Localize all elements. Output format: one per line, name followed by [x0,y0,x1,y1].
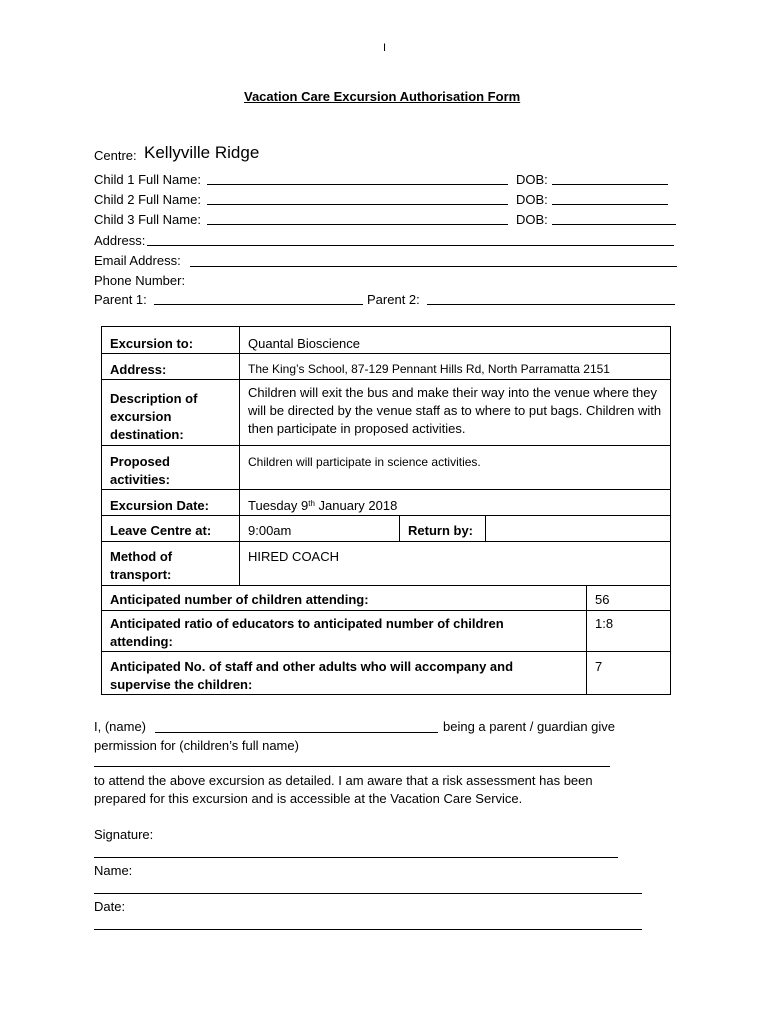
child1-dob-label: DOB: [516,172,548,187]
signature-field[interactable] [94,857,618,858]
phone-label: Phone Number: [94,273,186,288]
excursion-to-label: Excursion to: [102,327,240,354]
statement-line-2: prepared for this excursion and is accessible at the Vacation Care Service. [94,791,523,806]
children-count-value: 56 [587,586,671,611]
address-field[interactable] [147,245,674,246]
date-suffix: th [308,499,315,508]
centre-value: Kellyville Ridge [144,143,260,162]
child3-dob-field[interactable] [552,224,676,225]
return-by-label: Return by: [400,516,486,542]
date-field[interactable] [94,929,642,930]
child1-label: Child 1 Full Name: [94,172,201,187]
ratio-value: 1:8 [587,611,671,652]
activities-label: Proposed activities: [102,446,240,490]
email-label: Email Address: [94,253,181,268]
description-value: Children will exit the bus and make their way into the venue where they will be directed by the venue staff as to where to put bags. Children with then participate in proposed activities. [240,380,671,446]
date-text-rest: January 2018 [314,498,398,513]
excursion-date-label: Excursion Date: [102,490,240,516]
excursion-date-value [240,490,671,516]
table-row [102,446,671,490]
children-count-label: Anticipated number of children attending: [102,586,587,611]
leave-centre-label: Leave Centre at: [102,516,240,542]
leave-centre-value: 9:00am [240,516,400,542]
signature-label: Signature: [94,827,154,842]
child3-dob-label: DOB: [516,212,548,227]
staff-count-label: Anticipated No. of staff and other adults who will accompany and supervise the children: [102,652,587,695]
activities-value: Children will participate in science activities. [240,446,671,490]
return-by-value[interactable] [486,516,671,542]
date-text: Tuesday 9 [248,498,309,513]
parent-name-field[interactable] [155,732,438,733]
transport-label: Method of transport: [102,542,240,586]
child2-name-field[interactable] [207,204,508,205]
date-label: Date: [94,899,126,914]
ratio-label: Anticipated ratio of educators to anticipated number of children attending: [102,611,587,652]
excursion-address-label: Address: [102,354,240,380]
parent2-field[interactable] [427,304,675,305]
table-row [102,516,671,542]
table-row [102,611,671,652]
consent-name-prefix: I, (name) [94,719,147,734]
child3-label: Child 3 Full Name: [94,212,201,227]
table-row [102,652,671,695]
child2-label: Child 2 Full Name: [94,192,201,207]
consent-name-suffix: being a parent / guardian give [443,719,616,734]
permission-line: permission for (children’s full name) [94,738,299,753]
child2-dob-field[interactable] [552,204,668,205]
excursion-to-value: Quantal Bioscience [240,327,671,354]
table-row [102,542,671,586]
centre-label: Centre: [94,148,137,163]
child3-name-field[interactable] [207,224,508,225]
name-label: Name: [94,863,133,878]
form-title: Vacation Care Excursion Authorisation Form [244,89,521,104]
table-row [102,586,671,611]
children-names-field[interactable] [94,766,610,767]
parent2-label: Parent 2: [367,292,420,307]
page-marker: I [383,42,387,54]
transport-value: HIRED COACH [240,542,671,586]
table-row [102,380,671,446]
excursion-details-table [101,326,671,695]
child1-dob-field[interactable] [552,184,668,185]
child2-dob-label: DOB: [516,192,548,207]
child1-name-field[interactable] [207,184,508,185]
statement-line-1: to attend the above excursion as detailed. I am aware that a risk assessment has been [94,773,593,788]
excursion-address-value: The King’s School, 87-129 Pennant Hills Rd, North Parramatta 2151 [240,354,671,380]
staff-count-value: 7 [587,652,671,695]
address-label: Address: [94,233,146,248]
table-row [102,354,671,380]
name-field[interactable] [94,893,642,894]
description-label: Description of excursion destination: [102,380,240,446]
table-row [102,327,671,354]
table-row [102,490,671,516]
parent1-field[interactable] [154,304,363,305]
email-field[interactable] [190,266,677,267]
parent1-label: Parent 1: [94,292,147,307]
